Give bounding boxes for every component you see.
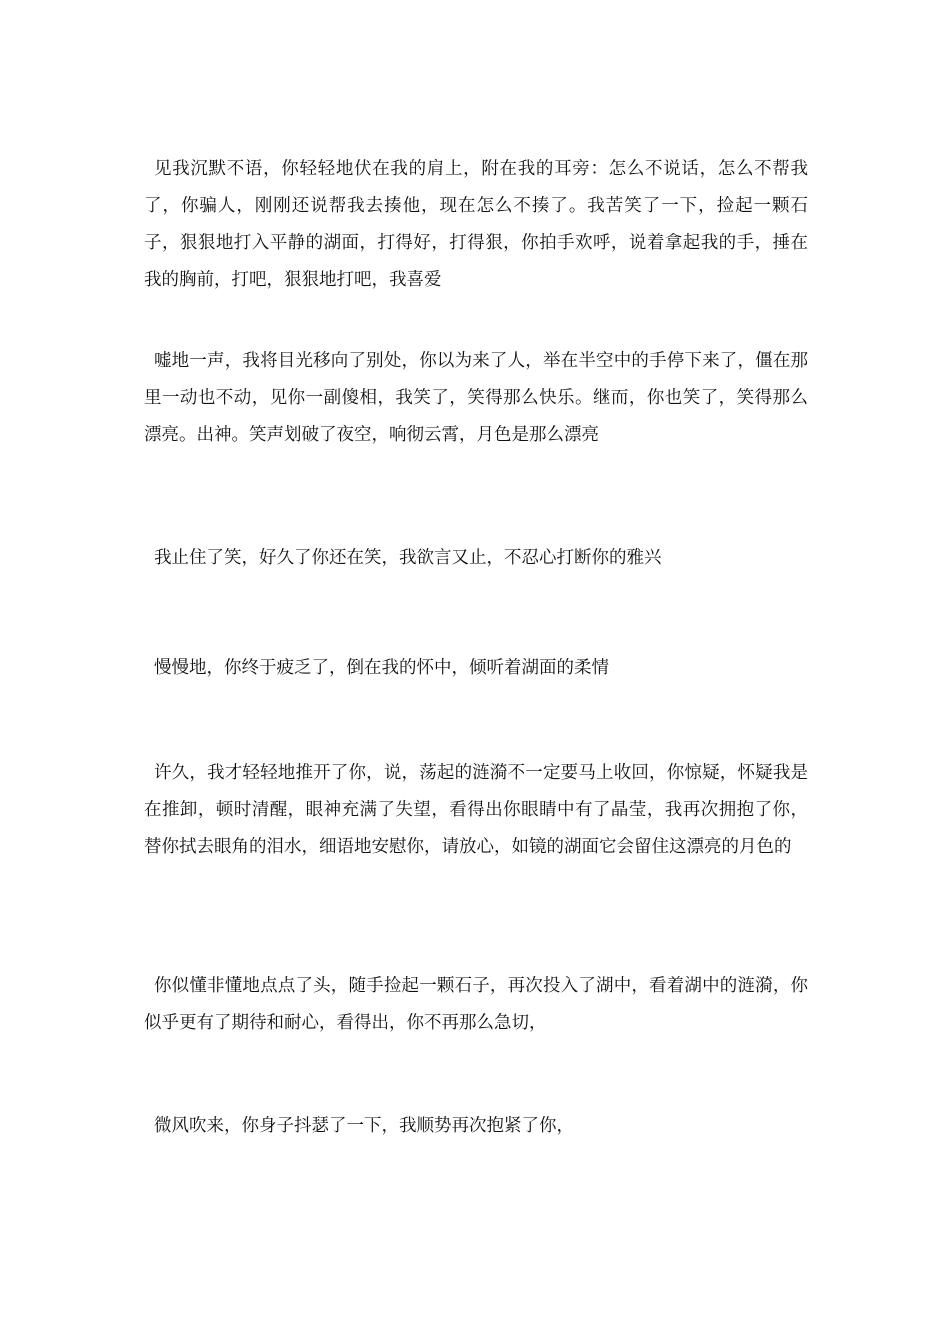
paragraph-6: 你似懂非懂地点点了头，随手捡起一颗石子，再次投入了湖中，看着湖中的涟漪，你似乎更有了期待和耐心，看得出，你不再那么急切， — [144, 976, 808, 1033]
paragraph-2: 嘘地一声，我将目光移向了别处，你以为来了人，举在半空中的手停下来了，僵在那里一动也不动，见你一副傻相，我笑了，笑得那么快乐。继而，你也笑了，笑得那么漂亮。出神。笑声划破了夜空，响彻云霄，月色是那么漂亮 — [144, 351, 808, 445]
paragraph-5: 许久，我才轻轻地推开了你，说，荡起的涟漪不一定要马上收回，你惊疑，怀疑我是在推卸，顿时清醒，眼神充满了失望，看得出你眼睛中有了晶莹，我再次拥抱了你，替你拭去眼角的泪水，细语地安慰你，请放心，如镜的湖面它会留住这漂亮的月色的 — [144, 763, 808, 857]
paragraph-7: 微风吹来，你身子抖瑟了一下，我顺势再次抱紧了你， — [154, 1116, 574, 1136]
paragraph-4: 慢慢地，你终于疲乏了，倒在我的怀中，倾听着湖面的柔情 — [154, 658, 609, 678]
paragraph-1: 见我沉默不语，你轻轻地伏在我的肩上，附在我的耳旁：怎么不说话，怎么不帮我了，你骗人，刚刚还说帮我去揍他，现在怎么不揍了。我苦笑了一下，捡起一颗石子，狠狠地打入平静的湖面，打得好，打得狠，你拍手欢呼，说着拿起我的手，捶在我的胸前，打吧，狠狠地打吧，我喜爱 — [144, 159, 808, 290]
paragraph-3: 我止住了笑，好久了你还在笑，我欲言又止，不忍心打断你的雅兴 — [154, 548, 662, 568]
